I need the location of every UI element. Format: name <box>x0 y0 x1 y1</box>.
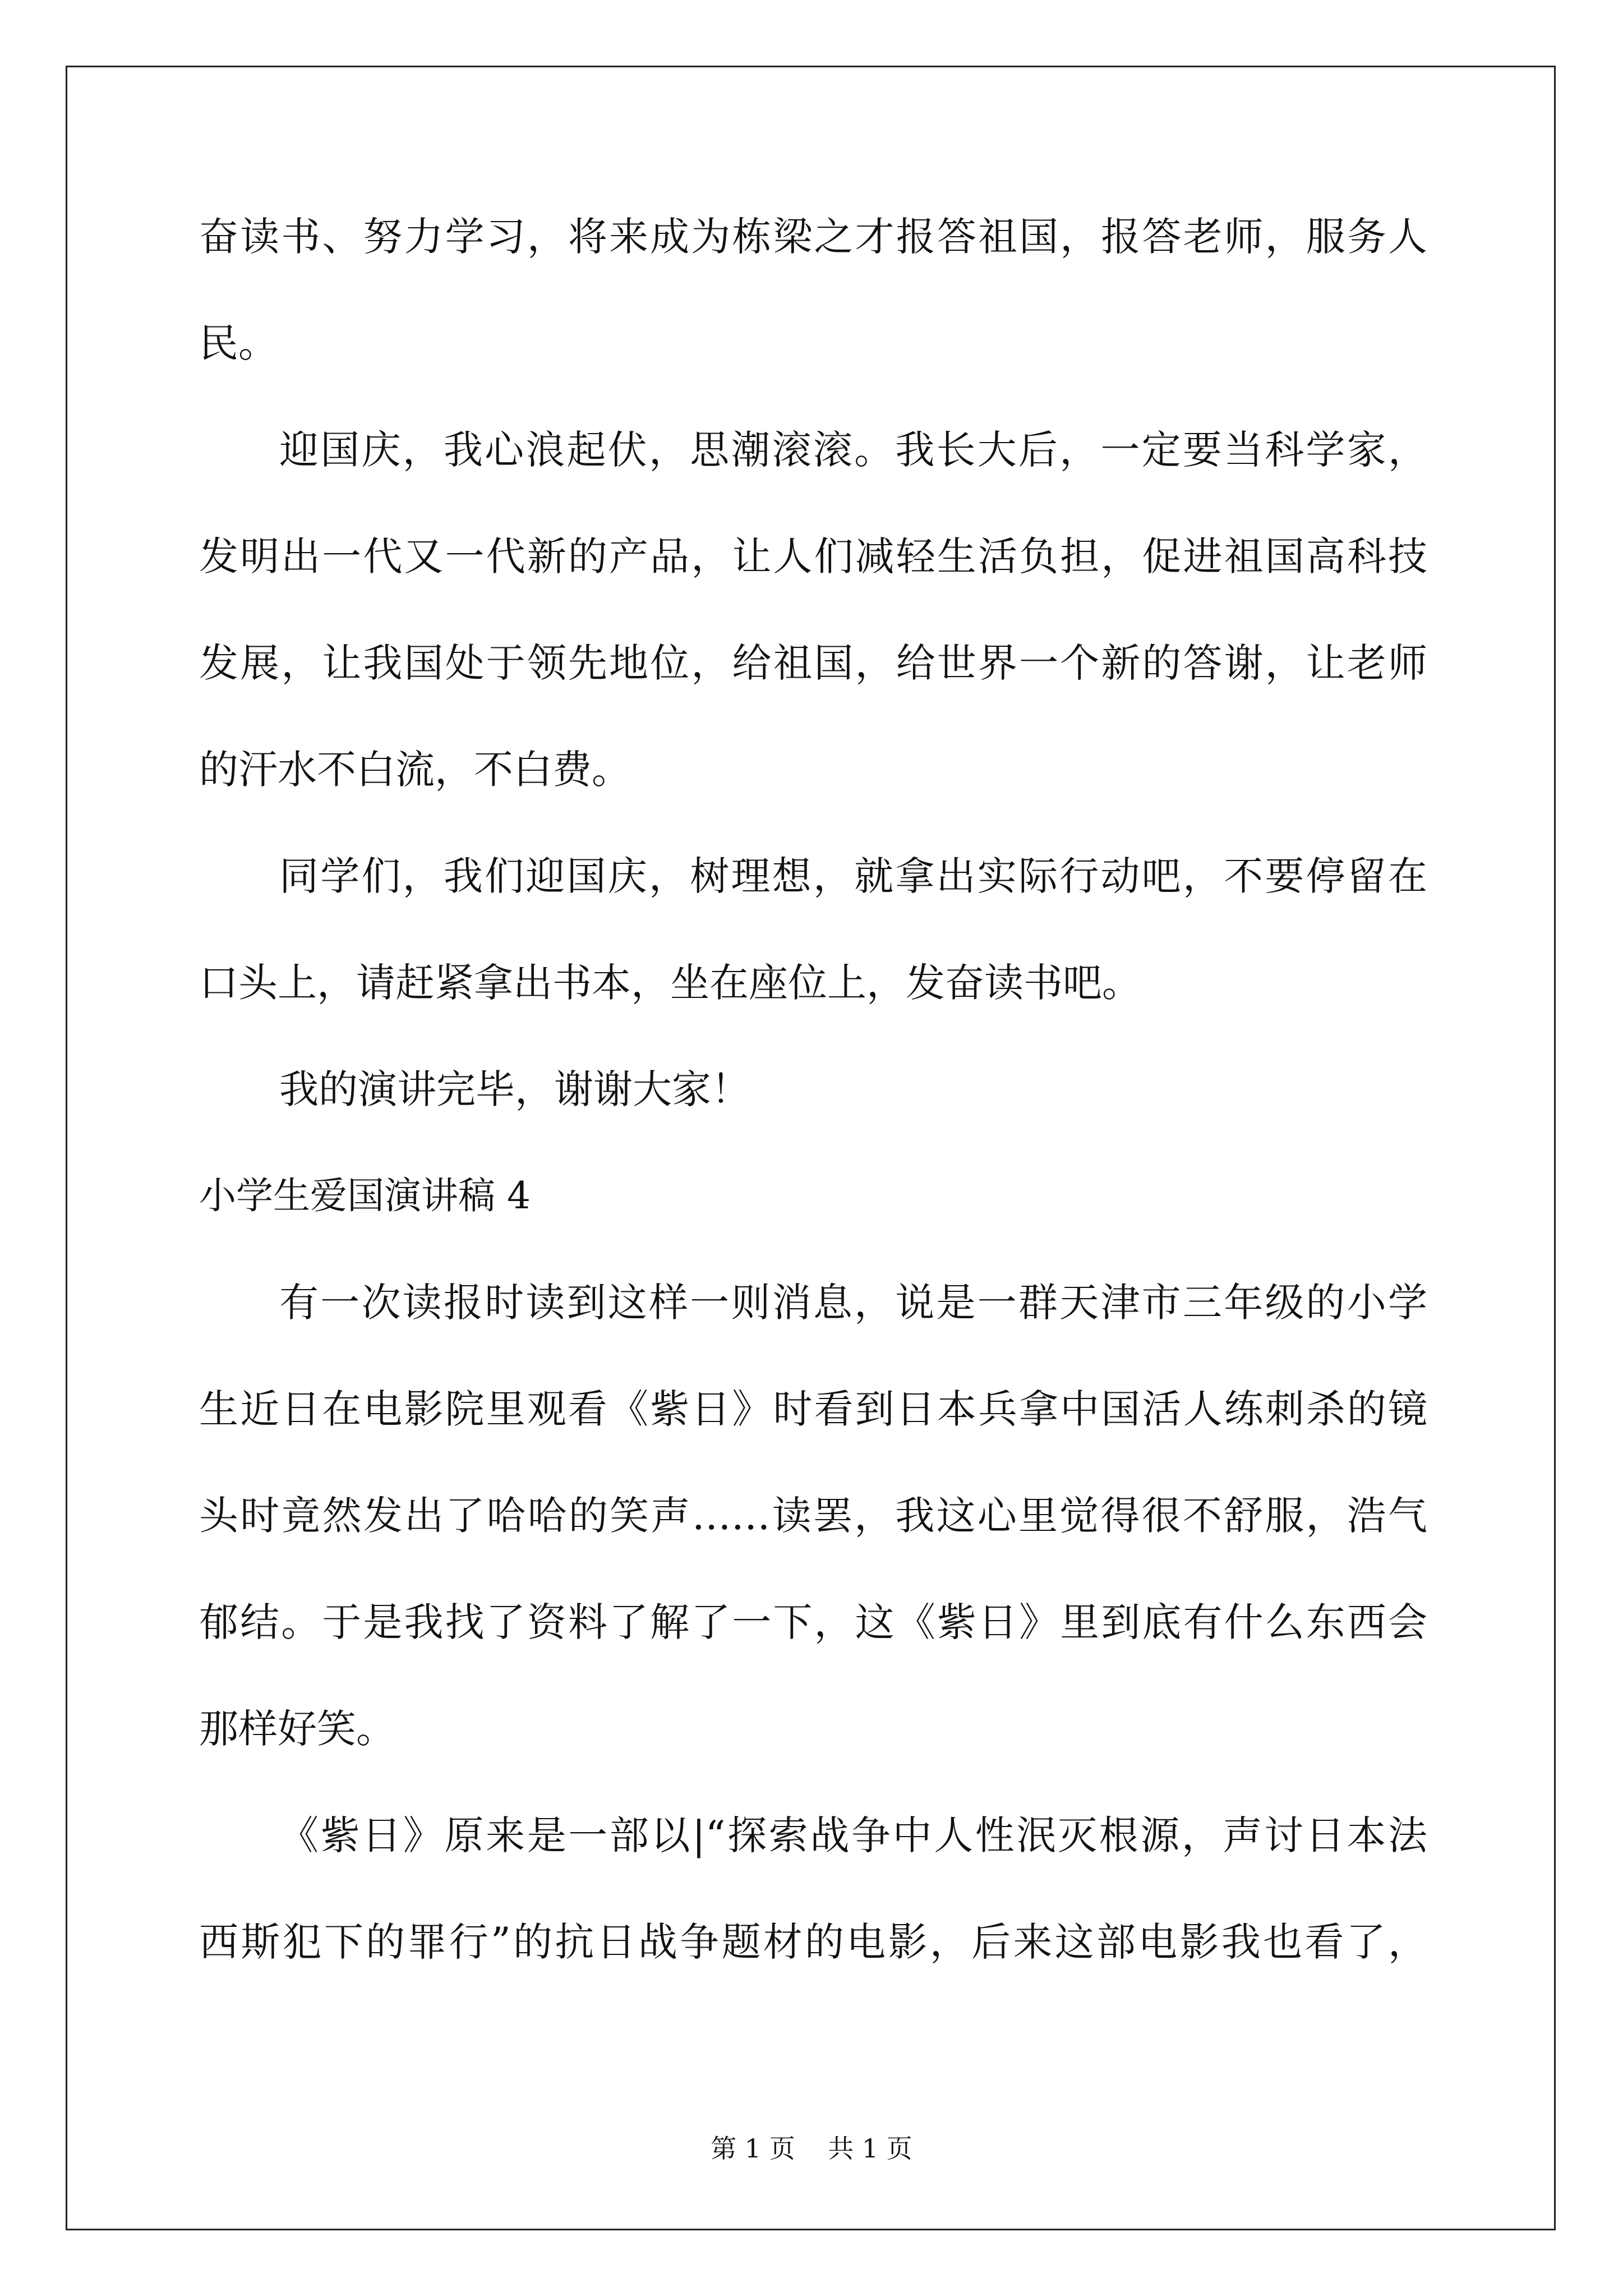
text-line: 迎国庆，我心浪起伏，思潮滚滚。我长大后，一定要当科学家， <box>279 427 1427 473</box>
text-line: 有一次读报时读到这样一则消息，说是一群天津市三年级的小学 <box>279 1280 1427 1326</box>
text-line: 发明出一代又一代新的产品，让人们减轻生活负担，促进祖国高科技 <box>199 533 1427 579</box>
text-line: 西斯犯下的罪行”的抗日战争题材的电影，后来这部电影我也看了， <box>199 1919 1427 1965</box>
text-line: 的汗水不白流，不白费。 <box>199 747 631 793</box>
text-line: 头时竟然发出了哈哈的笑声……读罢，我这心里觉得很不舒服，浩气 <box>199 1493 1427 1539</box>
page-border <box>66 66 1556 2230</box>
text-line: 生近日在电影院里观看《紫日》时看到日本兵拿中国活人练刺杀的镜 <box>199 1386 1427 1432</box>
text-line: 那样好笑。 <box>199 1706 395 1752</box>
text-line: 发展，让我国处于领先地位，给祖国，给世界一个新的答谢，让老师 <box>199 640 1427 686</box>
page-footer: 第 1 页 共 1 页 <box>711 2133 912 2164</box>
text-line: 我的演讲完毕，谢谢大家！ <box>279 1066 750 1112</box>
text-line: 同学们，我们迎国庆，树理想，就拿出实际行动吧，不要停留在 <box>279 853 1427 899</box>
text-line: 郁结。于是我找了资料了解了一下，这《紫日》里到底有什么东西会 <box>199 1599 1427 1645</box>
text-line: 口头上，请赶紧拿出书本，坐在座位上，发奋读书吧。 <box>199 960 1141 1006</box>
text-line: 民。 <box>199 320 278 366</box>
text-line: 奋读书、努力学习，将来成为栋梁之才报答祖国，报答老师，服务人 <box>199 214 1427 260</box>
text-line: 《紫日》原来是一部以|“探索战争中人性泯灭根源，声讨日本法 <box>279 1812 1427 1858</box>
section-heading: 小学生爱国演讲稿 4 <box>199 1174 531 1217</box>
